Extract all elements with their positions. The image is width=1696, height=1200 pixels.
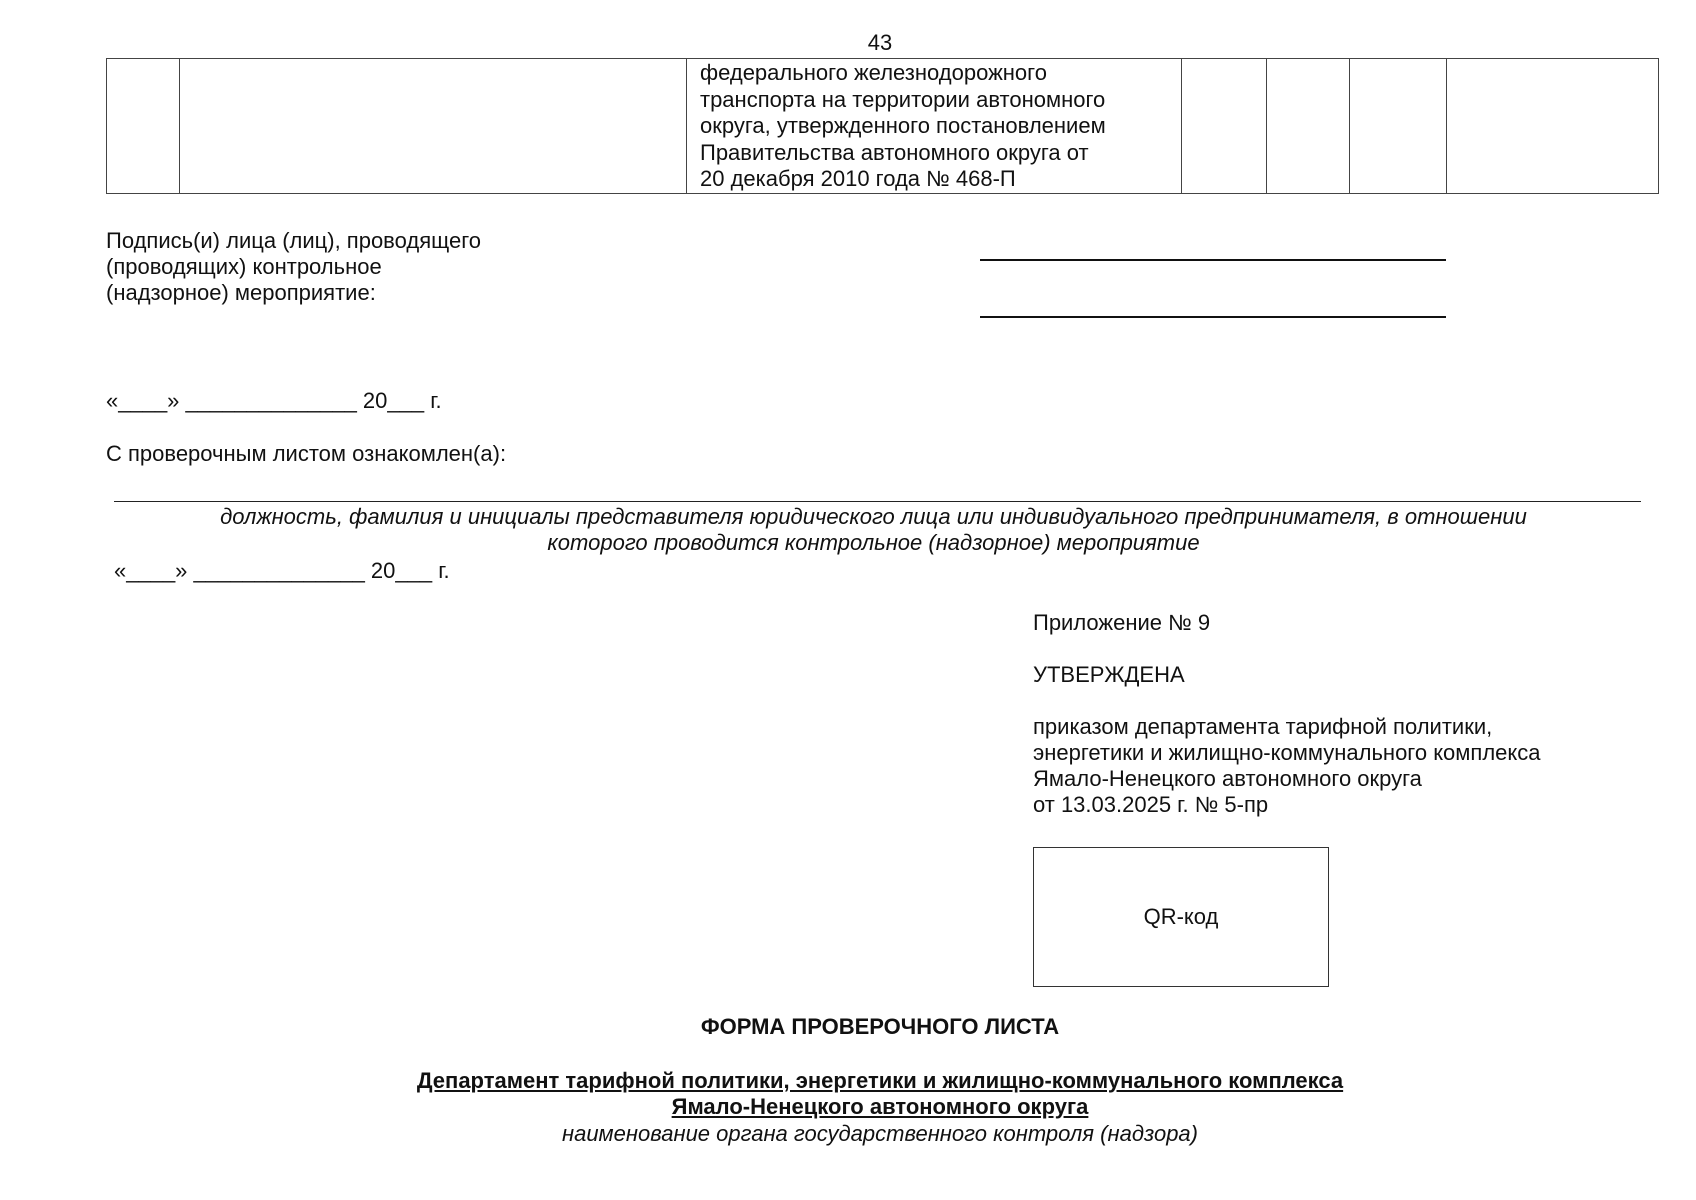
authority-name [0, 1068, 1696, 1120]
table-row [107, 59, 1659, 194]
signature-line [980, 316, 1446, 318]
approval-order [1033, 714, 1541, 818]
appendix-number: Приложение № 9 [1033, 610, 1211, 635]
form-title: ФОРМА ПРОВЕРОЧНОГО ЛИСТА [700, 1014, 1060, 1039]
checklist-table-continuation [106, 58, 1659, 194]
authority-name-line: Департамент тарифной политики, энергетики и жилищно-коммунального комплекса [416, 1068, 1344, 1093]
requirement-line: транспорта на территории автономного [700, 86, 1106, 112]
signature-line [980, 259, 1446, 261]
caption-line: должность, фамилия и инициалы представителя юридического лица или индивидуального предпринимателя, в отношении [220, 504, 1527, 529]
requirement-line: федерального железнодорожного [700, 60, 1047, 85]
table-cell-number [107, 59, 180, 194]
acknowledged-label: С проверочным листом ознакомлен(а): [106, 441, 507, 466]
qr-code-placeholder [1033, 847, 1329, 987]
requirement-line: округа, утвержденного постановлением [700, 113, 1106, 138]
requirement-line: Правительства автономного округа от [700, 139, 1089, 165]
date-line: «____» ______________ 20___ г. [106, 388, 442, 413]
signature-label-line: (проводящих) контрольное [106, 254, 382, 279]
date-line: «____» ______________ 20___ г. [114, 558, 450, 583]
signature-label [106, 228, 481, 306]
table-cell-question [180, 59, 687, 194]
page-number: 43 [867, 30, 893, 55]
requirement-line: 20 декабря 2010 года № 468-П [700, 166, 1016, 191]
caption-line: которого проводится контрольное (надзорное) мероприятие [547, 530, 1200, 555]
order-line: приказом департамента тарифной политики, [1033, 714, 1493, 739]
signature-label-line: (надзорное) мероприятие: [106, 280, 376, 305]
order-line: энергетики и жилищно-коммунального комплекса [1033, 740, 1541, 765]
table-cell-requirement-reference [687, 59, 1182, 194]
table-cell-answer-no [1267, 59, 1350, 194]
qr-code-label: QR-код [1143, 904, 1219, 929]
approved-label: УТВЕРЖДЕНА [1033, 662, 1185, 687]
representative-caption [106, 504, 1641, 556]
order-line: от 13.03.2025 г. № 5-пр [1033, 792, 1269, 817]
representative-line [114, 501, 1641, 502]
authority-name-line: Ямало-Ненецкого автономного округа [671, 1094, 1089, 1119]
order-line: Ямало-Ненецкого автономного округа [1033, 766, 1422, 791]
authority-caption: наименование органа государственного контроля (надзора) [561, 1121, 1198, 1146]
signature-label-line: Подпись(и) лица (лиц), проводящего [106, 228, 481, 253]
table-cell-answer-not-applicable [1350, 59, 1447, 194]
table-cell-note [1447, 59, 1659, 194]
table-cell-answer-yes [1182, 59, 1267, 194]
